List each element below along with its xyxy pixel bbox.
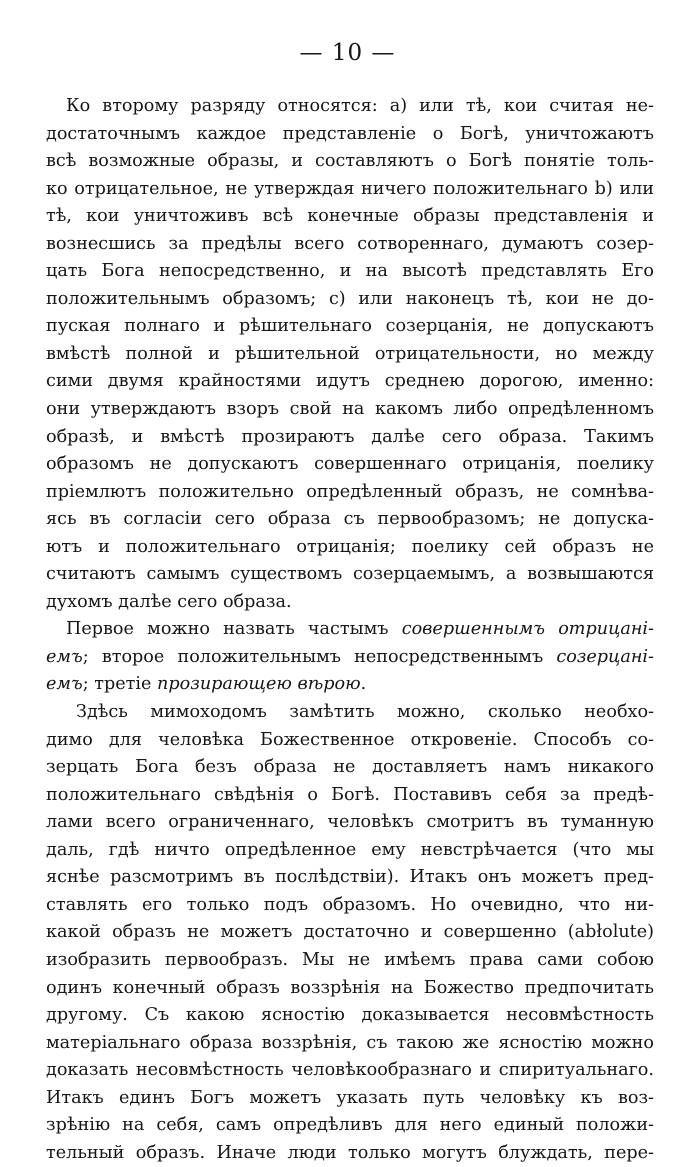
text-line: тельный образъ. Иначе люди только могутъ блуждать, пере-: [46, 1142, 654, 1163]
text-line: ставлять его только подъ образомъ. Но очевидно, что ни-: [46, 894, 654, 915]
text-line: Здѣсь мимоходомъ замѣтить можно, сколько необхо-: [76, 702, 654, 723]
text-line: [46, 671, 654, 699]
text-line: пріемлютъ положительно опредѣленный образъ, не сомнѣва-: [46, 481, 654, 502]
text-line: положительнымъ образомъ; с) или наконецъ тѣ, кои не до-: [46, 288, 654, 309]
text-run: .: [360, 674, 367, 695]
text-line: Итакъ единъ Богъ можетъ указать путь человѣку къ воз-: [46, 1087, 654, 1108]
text-line: одинъ конечный образъ воззрѣнія на Божество предпочитать: [46, 977, 654, 998]
text-run: ; второе положительнымъ непосредственнымъ: [82, 646, 557, 667]
text-line: всѣ возможные образы, и составляютъ о Богѣ понятіе толь-: [46, 151, 654, 172]
italic-term: созерцані-: [556, 646, 654, 667]
text-line: ютъ и положительнаго отрицанія; поелику сей образъ не: [46, 536, 654, 557]
text-line: ясь въ согласіи сего образа съ первообразомъ; не допуска-: [46, 509, 654, 530]
text-line: доказать несовмѣстность человѣкообразнаго и спиритуальнаго.: [46, 1060, 654, 1081]
text-line: [46, 616, 654, 644]
text-line: изобразить первообразъ. Мы не имѣемъ права сами собою: [46, 949, 654, 970]
text-line: пуская полнаго и рѣшительнаго созерцанія, не допускаютъ: [46, 316, 654, 337]
text-run: Первое можно назвать частымъ: [66, 619, 402, 640]
page-number: — 10 —: [299, 40, 396, 66]
text-line: они утверждаютъ взоръ свой на какомъ либо опредѣленномъ: [46, 399, 654, 420]
text-line: образомъ не допускаютъ совершеннаго отрицанія, поелику: [46, 454, 654, 475]
italic-term: емъ: [46, 674, 83, 695]
text-line: вознесшись за предѣлы всего сотвореннаго, думаютъ созер-: [46, 233, 654, 254]
text-line: другому. Съ какою ясностію доказывается несовмѣстность: [46, 1005, 654, 1026]
text-line: духомъ далѣе сего образа.: [46, 591, 292, 612]
text-line: димо для человѣка Божественное откровеніе. Способъ со-: [46, 729, 654, 750]
text-line: зерцать Бога безъ образа не доставляетъ намъ никакого: [46, 757, 654, 778]
italic-term: емъ: [46, 646, 83, 667]
body-text: [46, 93, 654, 1167]
text-line: зрѣнію на себя, самъ опредѣливъ для него единый положи-: [46, 1115, 654, 1136]
text-line: тѣ, кои уничтоживъ всѣ конечные образы представленія и: [46, 206, 654, 227]
text-run: ; третіе: [82, 674, 158, 695]
text-line: положительнаго свѣдѣнія о Богѣ. Поставивъ себя за предѣ-: [46, 784, 654, 805]
text-line: образѣ, и вмѣстѣ прозираютъ далѣе сего образа. Такимъ: [46, 426, 654, 447]
text-line: какой образъ не можетъ достаточно и совершенно (abłolute): [46, 922, 654, 943]
text-line: считаютъ самымъ существомъ созерцаемымъ, а возвышаются: [46, 564, 654, 585]
text-line: вмѣстѣ полной и рѣшительной отрицательности, но между: [46, 343, 654, 364]
text-line: сими двумя крайностями идутъ среднею дорогою, именно:: [46, 371, 654, 392]
text-line: матеріальнаго образа воззрѣнія, съ такою же ясностію можно: [46, 1032, 654, 1053]
text-line: достаточнымъ каждое представленіе о Богѣ, уничтожаютъ: [46, 123, 654, 144]
text-line: Ко второму разряду относятся: а) или тѣ, кои считая не-: [66, 96, 654, 116]
text-line: ко отрицательное, не утверждая ничего положительнаго b) или: [46, 178, 654, 199]
text-line: [46, 644, 654, 672]
text-line: лами всего ограниченнаго, человѣкъ смотритъ въ туманную: [46, 812, 654, 833]
italic-term: прозирающею вѣрою: [157, 674, 361, 695]
italic-term: совершеннымъ отрицані-: [401, 619, 654, 640]
text-line: цать Бога непосредственно, и на высотѣ представлять Его: [46, 261, 654, 282]
text-line: яснѣе разсмотримъ въ послѣдствіи). Итакъ онъ можетъ пред-: [46, 867, 654, 888]
text-line: даль, гдѣ ничто опредѣленное ему невстрѣчается (что мы: [46, 839, 654, 860]
